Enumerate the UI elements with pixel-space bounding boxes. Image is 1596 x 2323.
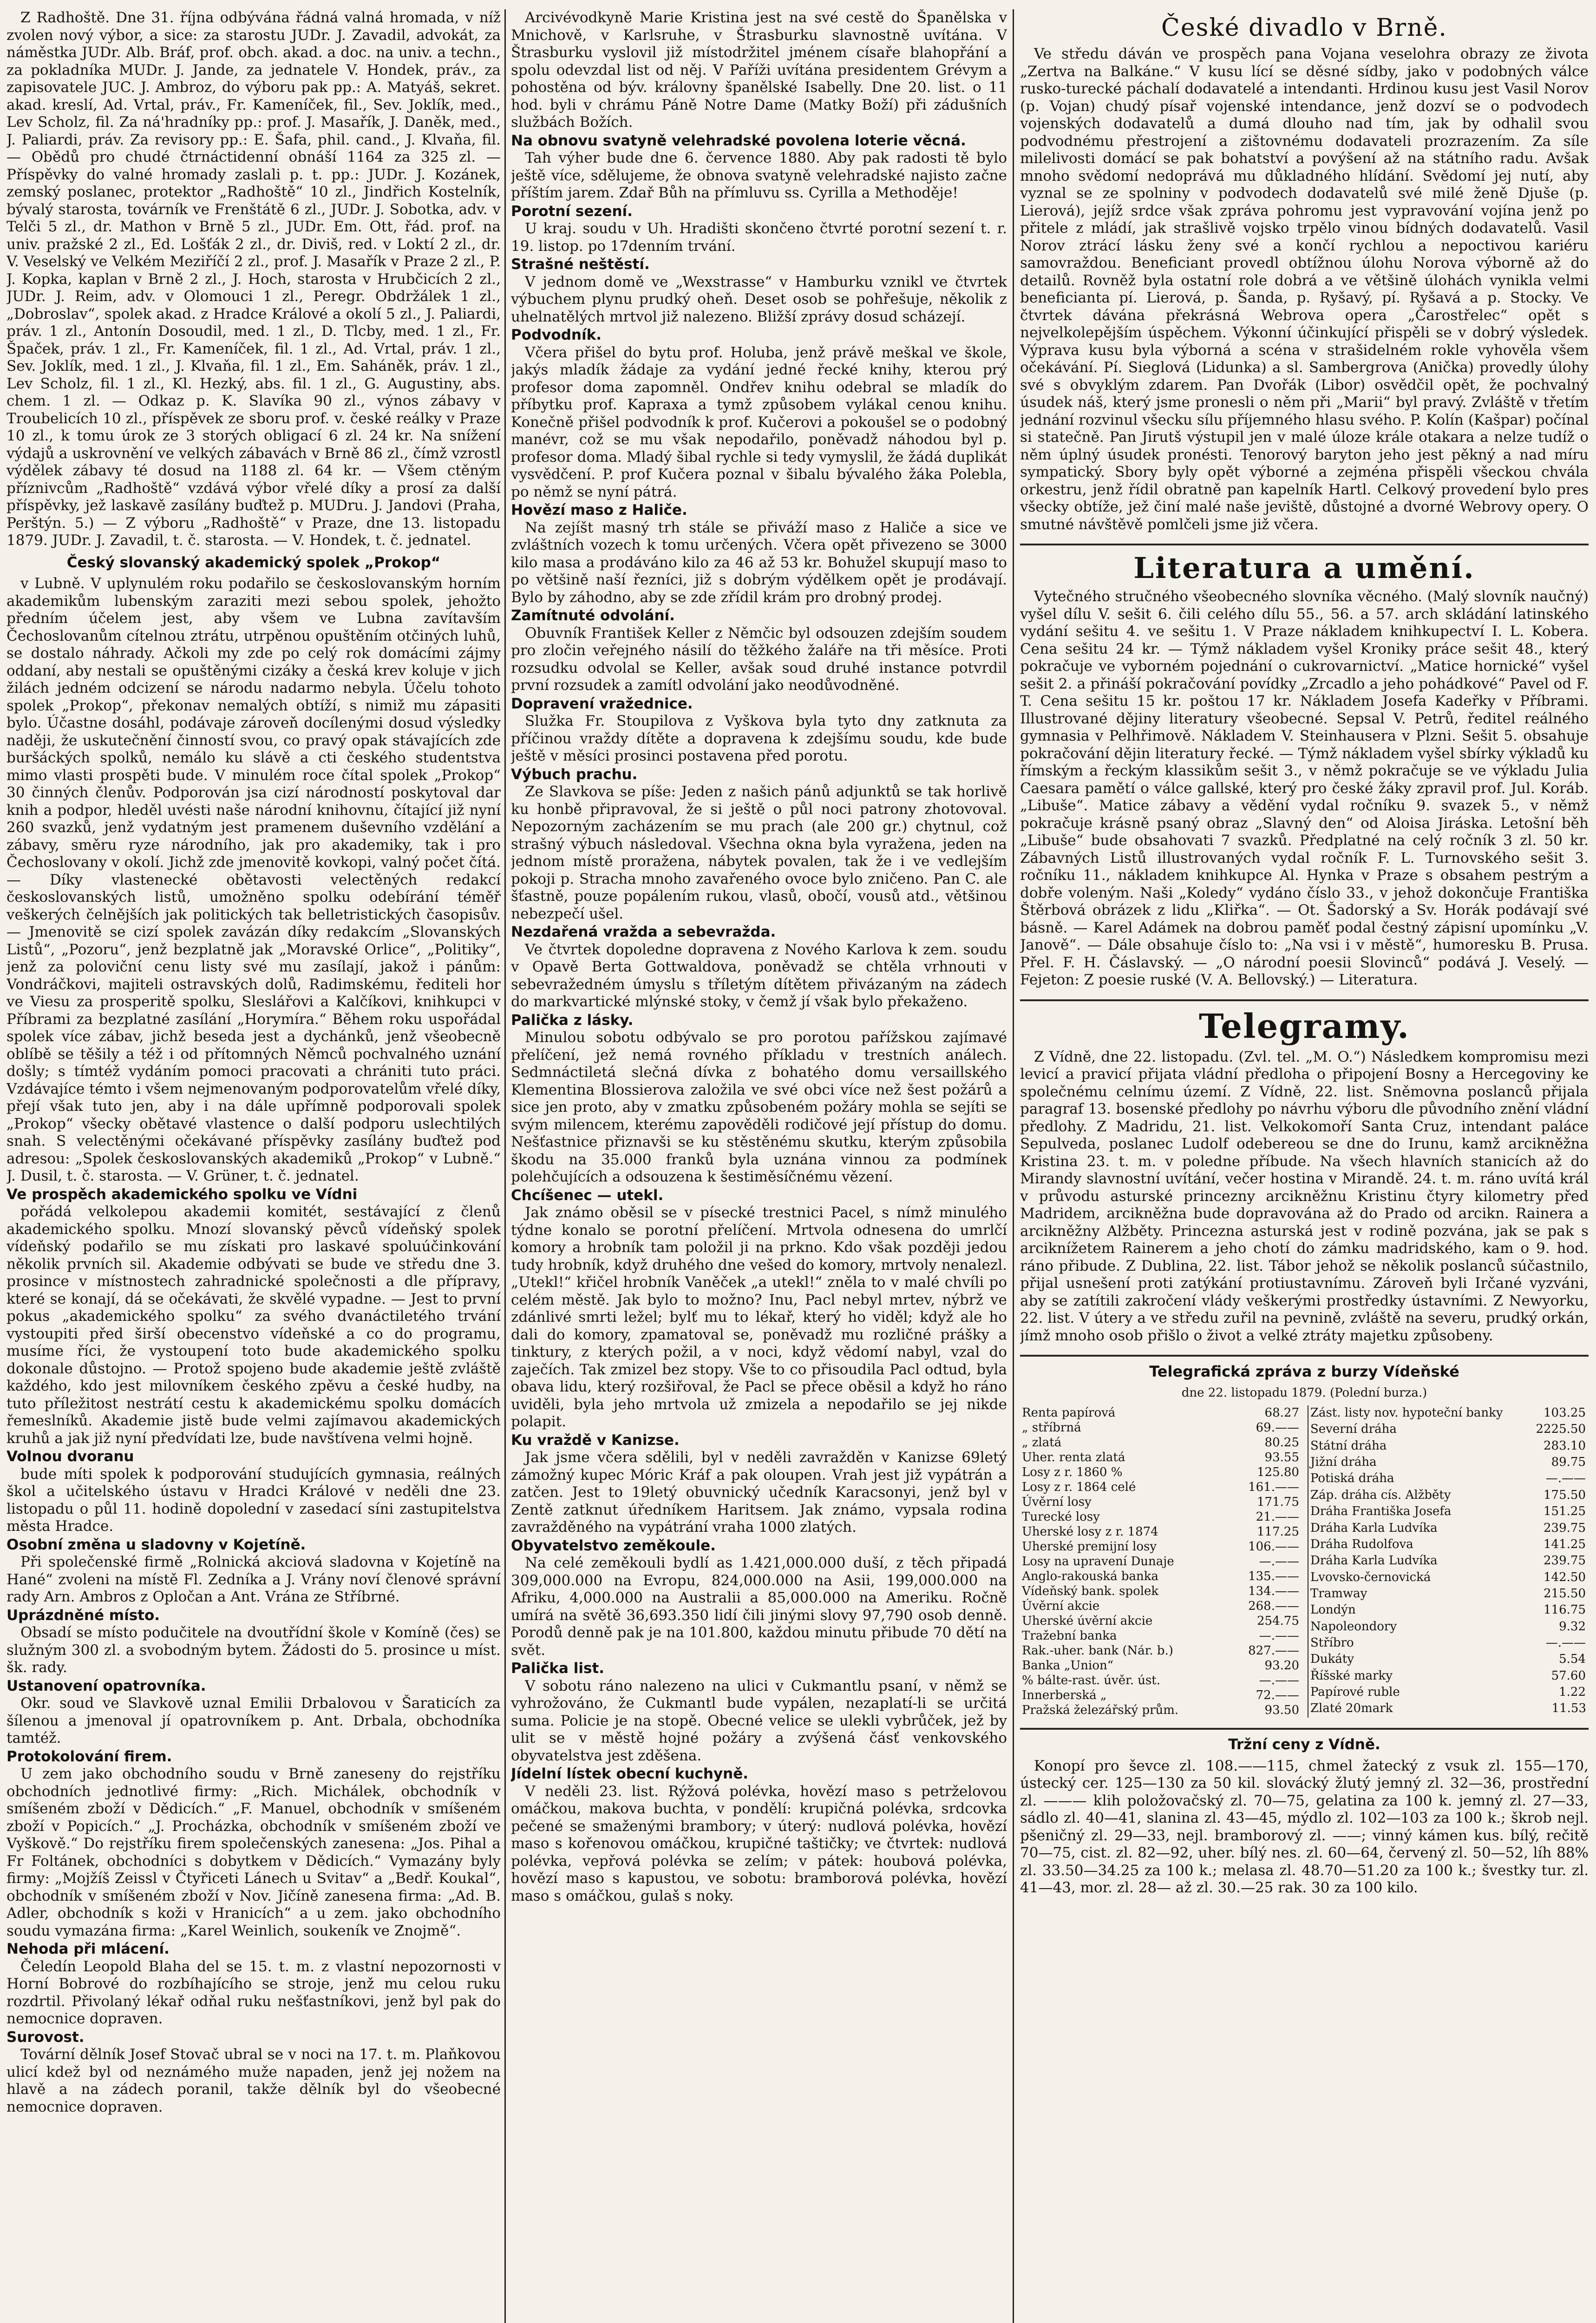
article-body: U kraj. soudu v Uh. Hradišti skončeno čtvrté porotní sezení t. r. 19. listop. po 17denním trvání. [511, 220, 1007, 255]
burza-value: 134.—— [1248, 1584, 1299, 1598]
burza-value: 5.54 [1559, 1652, 1586, 1667]
article-heading: Výbuch prachu. [511, 766, 638, 783]
burza-value: 11.53 [1551, 1701, 1586, 1716]
burza-item: % bálte-rast. úvěr. úst. [1022, 1673, 1161, 1687]
burza-row [1308, 1488, 1588, 1504]
article-heading: Podvodník. [511, 327, 602, 343]
section-title-telegramy: Telegramy. [1198, 1006, 1410, 1046]
burza-row [1020, 1539, 1301, 1554]
column-rule [1013, 9, 1014, 2323]
burza-value: 68.27 [1264, 1406, 1299, 1420]
burza-row [1308, 1521, 1588, 1537]
burza-value: 171.75 [1257, 1495, 1299, 1509]
article-body: Obuvník František Keller z Němčic byl odsouzen zdejším soudem pro zločin veřejného násilí do těžkého žaláře na tři měsíce. Proti rozsudku odvolal se Keller, avšak soud druhé instance potvrdil první rozsudek a zamítl odvolání jako neodůvodněné. [511, 624, 1007, 694]
article-heading: Palička z lásky. [511, 1011, 634, 1029]
article-heading: Dopravení vražednice. [511, 695, 693, 712]
burza-value: 21.—— [1256, 1510, 1299, 1524]
article-body: bude míti spolek k podporování studujících gymnasia, reálných škol a učitelského ústavu v Hradci Králové v neděli dne 23. listopadu o půl 11. hodině dopolední v zasedací síni zastupitelstva města Hradce. [7, 1465, 501, 1535]
burza-item: Dráha Františka Josefa [1310, 1504, 1452, 1519]
burza-row [1020, 1435, 1301, 1450]
section-title-divadlo: České divadlo v Brně. [1161, 14, 1447, 42]
section-title-literatura: Literatura a umění. [1133, 551, 1475, 585]
burza-row [1020, 1643, 1301, 1658]
burza-tables [1020, 1405, 1589, 1718]
article-body: Na zejíšt masný trh stále se přiváží maso z Haliče a sice ve zvláštních vozech k tomu určených. Včera opět přivezeno se 3000 kilo masa a prodáváno kilo za 46 až 53 kr. Bohužel skupují maso to po většině naší řezníci, již s dobrým výdělkem opět je prodávají. Bylo by záhodno, aby se zde zřídil krám pro drobný prodej. [511, 519, 1007, 606]
burza-item: Státní dráha [1310, 1438, 1387, 1453]
burza-value: 175.50 [1544, 1488, 1586, 1502]
burza-item: Dráha Karla Ludvíka [1310, 1521, 1438, 1535]
article-heading: Nezdařená vražda a sebevražda. [511, 924, 776, 940]
divider [1020, 999, 1589, 1001]
article-heading: Porotní sezení. [511, 203, 633, 220]
article-body: Na celé zeměkouli bydlí as 1.421,000.000 duší, z těch připadá 309,000.000 na Evropu, 824,000.000 na Asii, 199,000.000 na Afriku, 4,000.000 na Australii a 85,000.000 na Ameriku. Ročně umírá na světě 36,693.350 lidí čili jinými slovy 97,790 osob denně. Porodů denně pak je na 101.800, každou minutu přibude 70 dětí na svět. [511, 1555, 1007, 1659]
article-radhost [7, 9, 501, 2116]
burza-item: Uherské premijní losy [1022, 1540, 1157, 1554]
burza-item: Dráha Karla Ludvíka [1310, 1554, 1438, 1568]
burza-row [1020, 1658, 1301, 1673]
article-body: Při společenské firmě „Rolnická akciová sladovna v Kojetíně na Hané“ zvoleni na místě Fl. Zedníka a J. Vrány noví členové správní rady Arn. Ambros z Opločan a Ant. Vrána ze Stříbrné. [7, 1554, 501, 1605]
burza-row [1308, 1438, 1588, 1455]
burza-item: Úvěrní losy [1022, 1495, 1092, 1509]
burza-item: Záp. dráha cís. Alžběty [1310, 1488, 1451, 1502]
burza-item: Jižní dráha [1310, 1455, 1377, 1470]
burza-row [1308, 1635, 1588, 1652]
burza-item: Napoleondory [1310, 1619, 1397, 1634]
burza-item: Tražební banka [1022, 1629, 1117, 1643]
burza-value: 93.50 [1264, 1703, 1299, 1717]
burza-item: „ zlatá [1022, 1436, 1062, 1450]
burza-row [1020, 1480, 1301, 1495]
burza-row [1308, 1471, 1588, 1487]
burza-value: 125.80 [1257, 1465, 1299, 1479]
burza-value: 117.25 [1257, 1525, 1299, 1539]
article-body: pořádá velkolepou akademii komitét, sestávající z členů akademického spolku. Mnozí slovanský pěvců vídeňský spolek vídeňský podařilo se mu získati pro laskavé spoluúčinkování několik prvních sil. Akademie odbývati se bude ve středu dne 3. prosince v místnostech zahradnické společnosti a dle přípravy, které se konají, dá se očekávati, že skvělé vypadne. — Jest to první pokus „akademického spolku“ za svého dvanáctiletého trvání vystoupiti před širší obecenstvo vídeňské a co do programu, musíme říci, že vystoupení toto bude akademického spolku dokonale důstojno. — Protož spojeno bude akademie ještě zvláště každého, kdo jest milovníkem českého zpěvu a české hudby, na tuto příležitost nestrátí cestu k akademickému spolku domácích řemeslníků. Akademie jistě bude velmi zajímavou akademických kruhů a jak již nyní předvídati lze, bude navštívena velmi hojně. [7, 1203, 501, 1447]
burza-item: Turecké losy [1022, 1510, 1100, 1524]
burza-value: —.—— [1259, 1629, 1299, 1643]
burza-value: 57.60 [1551, 1668, 1586, 1683]
burza-row [1020, 1465, 1301, 1480]
burza-item: Losy na upravení Dunaje [1022, 1555, 1174, 1568]
article-body: Čeledín Leopold Blaha del se 15. t. m. z vlastní nepozornosti v Horní Bobrové do rozbíhajícího se stroje, jenž mu celou ruku rozdrtil. Přivolaný lékař odňal ruku nešťastníkovi, jenž byl pak do nemocnice dopraven. [7, 1958, 501, 2027]
burza-value: 1.22 [1559, 1685, 1586, 1700]
burza-value: 103.25 [1544, 1406, 1586, 1420]
article-heading: Osobní změna u sladovny v Kojetíně. [7, 1536, 306, 1553]
burza-row [1020, 1420, 1301, 1435]
burza-row [1020, 1405, 1301, 1420]
article-group-middle [511, 9, 1007, 1905]
burza-value: 89.75 [1551, 1455, 1586, 1470]
column-middle [511, 9, 1007, 2323]
article-heading: Surovost. [7, 2028, 85, 2046]
burza-item: Pražská železářský prům. [1022, 1703, 1179, 1717]
burza-row [1020, 1509, 1301, 1524]
article-body: Tah výher bude dne 6. července 1880. Aby pak radosti tě bylo ještě více, sdělujeme, že obnova svatyně velehradské najisto začne příštím jarem. Zdař Bůh na přímluvu ss. Cyrilla a Methoděje! [511, 150, 1007, 201]
burza-value: 69.—— [1256, 1421, 1299, 1435]
burza-item: Uherské úvěrní akcie [1022, 1614, 1153, 1628]
burza-item: Uherské losy z r. 1874 [1022, 1525, 1158, 1539]
burza-row [1020, 1599, 1301, 1614]
burza-date: dne 22. listopadu 1879. (Polední burza.) [1181, 1385, 1427, 1400]
burza-item: Uher. renta zlatá [1022, 1450, 1125, 1464]
burza-row [1020, 1584, 1301, 1599]
burza-item: Říšské marky [1310, 1668, 1393, 1683]
article-heading: Palička list. [511, 1660, 605, 1677]
article-body: Včera přišel do bytu prof. Holuba, jenž právě meškal ve škole, jakýs mladík žádaje za vydání jedné řecké knihy, kterou prý profesor doma zapomněl. Ondřev knihu odebral se mladík do příbytku prof. Kapraxa a tymž způsobem vylákal cenou knihu. Konečně přišel podvodník k prof. Kučerovi a pokoušel se o podobný manévr, což se mu však nepodařilo, poněvadž náhodou byl p. profesor doma. Mladý šibal rychle si tedy vymyslil, že žádá duplikát vysvědčení. P. prof Kučera poznal v šibalu bývalého žáka Polebla, po němž se nyní pátrá. [511, 344, 1007, 500]
article-heading: Jídelní lístek obecní kuchyně. [511, 1765, 749, 1782]
article-body: Vytečného stručného všeobecného slovníka věcného. (Malý slovník naučný) vyšel dílu V. sešit 6. čili celého dílu 55., 56. a 57. arch skládání latinského vydání sešitu 4. ve sešitu 1. V Praze nákladem knihkupectví I. L. Kobera. Cena sešitu 24 kr. — Týmž nákladem vyšel Kroniky práce sešit 48., který pokračuje ve vyborném pojednání o cukrovarnictví. „Matice hornické“ vyšel sešit 2. a přináší pokračování povídky „Zrcadlo a jeho pohádkové“ Pavel od F. T. Cena sešitu 15 kr. poštou 17 kr. Nákladem Josefa Kadeřky v Příbrami. Illustrované dějiny literatury všeobecné. Sepsal V. Petrů, ředitel reálného gymnasia v Pelhřimově. Nákladem V. Steinhausera v Plzni. Sešit 5. obsahuje pokračování dějin literatury řecké. — Týmž nákladem vyšel sbírky výkladů ku římským a řeckým klassikům sešit 3., v němž pokračuje se ve výkladu Julia Caesara pamětí o válce gallské, který pro české žáky zpravil prof. Jul. Koráb. „Libuše“. Matice zábavy a vědění vydal ročníku 9. svazek 5., v němž pokračuje krásně psaný obraz „Slavný den“ od Aloisa Jiráska. Letošní běh „Libuše“ bude obsahovati 7 svazků. Předplatné na celý ročník 3 zl. 50 kr. Zábavných Listů illustrovaných vydal ročník F. L. Turnovského sešit 3. ročníku 11., nákladem knihkupce Al. Hynka v Praze s obsahem pestrým a dobře voleným. Naši „Koledy“ vydáno číslo 33., v jehož dokončuje Františka Štěrbová obrázek z lidu „Kliřka“. — Ot. Šadorský a Sv. Horák podávají své básně. — Karel Adámek na dobrou paměť podal čestný zápisní upomínku „V. Janově“. — Dále obsahuje číslo to: „Na vsi i v městě“, humoresku B. Prusa. Přel. F. H. Čáslavský. — „O národní poesii Slovinců“ podává J. Veselý. — Fejeton: Z poesie ruské (V. A. Bellovský.) — Literatura. [1020, 588, 1589, 988]
article-body: Jak jsme včera sdělili, byl v neděli zavražděn v Kanizse 69letý zámožný kupec Móric Kráf a pak oloupen. Vrah jest již vypátrán a zatčen. Jest to 19letý obuvnický učedník Karacsonyi, jenž byl v Zentě zatknut úředníkem Haritsem. Jak známo, vypsala rodina zavražděného na vypátrání vraha 1000 zlatých. [511, 1449, 1007, 1536]
burza-value: 93.55 [1264, 1450, 1299, 1464]
burza-item: Rak.-uher. bank (Nár. b.) [1022, 1644, 1173, 1658]
column-left [7, 9, 501, 2323]
burza-value: 116.75 [1544, 1603, 1586, 1617]
burza-value: 215.50 [1544, 1586, 1586, 1601]
burza-value: 239.75 [1544, 1554, 1586, 1568]
burza-row [1308, 1586, 1588, 1602]
burza-row [1020, 1628, 1301, 1643]
burza-item: Losy z r. 1860 % [1022, 1465, 1123, 1479]
burza-value: —.—— [1259, 1555, 1299, 1568]
article-heading: Český slovanský akademický spolek „Prokop“ [66, 554, 441, 571]
article-heading: Nehoda při mlácení. [7, 1941, 170, 1957]
article-body: Ve středu dáván ve prospěch pana Vojana veselohra obrazy ze života „Zertva na Balkáne.“ V kusu lící se děsné sídby, jako v podobných válce rusko-turecké páchalí dodavatelé a intendanti. Hrdinou kusu jest Vasil Norov (p. Vojan) chudý písař vojenské intendance, jenž dozví se o podvodech vojenských dodavatelů a dumá dlouho nad tím, jak by odhalil svou podvodnému přestrojení a zištovnému dodavateli prozrazením. Za síle milelivosti domácí se pak bohatství a povýšení až na státního radu. Avšak mnoho svědomí nedoprává mu důkladného hlídání. Svědomí jej nutí, aby vyznal se ze spolniny v podvodech dodavatelů své milé ženě Djuše (p. Lierová), jejíž srdce však zpráva pohromu jest vypravování vojína jenž po přitele z mládí, jak strašlivě vojsko trpělo vinou bídných dodavatelů. Vasil Norov ztrácí lásku ženy své a končí rychlou a nepoctivou kariéru samovraždou. Beneficiant provedl obtížnou úlohu Norova výborně až do detailů. Rovněž byla ostatní role dobrá a ve většině úlohách vynikla velmi beneficianta pí. Lierová, p. Šanda, p. Ryšavý, pí. Ryšavá a p. Stocky. Ve čtvrtek dávána překrásná Webrova opera „Čarostřelec“ opět s nejvelkolepějším úspěchem. Výkonní účinkující přispěli se v dobrý výsledek. Výprava kusu byla výborná a scéna v strašidelném rokle vyhověla všem očekávání. Pí. Sieglová (Lidunka) a sl. Sambergrova (Anička) provedly úlohy své s obvyklým zdarem. Pan Dvořák (Libor) osvědčil opět, že pochvalný úsudek náš, který jsme pronesli o něm při „Marii“ byl pravý. Zvláště v třetím jednání rozvinul všecku sílu příjemného hlasu svého. P. Kolín (Kašpar) počínal si statečně. Pan Jirutš výstupil jen v malé úloze krále otakara a nelze tudíž o něm úplný úsudek pronésti. Tenorový baryton jeho jest pěkný a nad míru sympatický. Sbory byly opět výborné a zejména přispěli všeckou chvála orkestru, jenž řídil obratně pan kapelník Hartl. Celkový provedení bylo pres všecky obtíže, jež činí malé naše jeviště, důstojné a dvorné Webrovy opery. O smutné návštěvě pomlčeli jsme již včera. [1020, 46, 1589, 533]
article-body: Služka Fr. Stoupilova z Vyškova byla tyto dny zatknuta za příčinou vraždy dítěte a dopravena k zdejšímu soudu, kde bude ještě v měsíci prosinci postavena před porotu. [511, 713, 1007, 764]
burza-item: Banka „Union“ [1022, 1659, 1114, 1673]
burza-row [1308, 1701, 1588, 1718]
burza-item: Zást. listy nov. hypoteční banky [1310, 1406, 1503, 1420]
burza-row [1308, 1652, 1588, 1668]
burza-item: Dukáty [1310, 1652, 1354, 1667]
burza-value: 827.—— [1248, 1644, 1299, 1658]
burza-row [1020, 1495, 1301, 1509]
burza-row [1020, 1703, 1301, 1718]
burza-item: Losy z r. 1864 celé [1022, 1480, 1136, 1494]
burza-row [1308, 1422, 1588, 1438]
burza-item: Renta papírová [1022, 1406, 1116, 1420]
burza-table-left [1020, 1405, 1301, 1718]
burza-row [1020, 1554, 1301, 1569]
column-right [1020, 9, 1589, 2323]
article-body: Konopí pro ševce zl. 108.——115, chmel žatecký z vsuk zl. 155—170, ústecký cer. 125—130 za 50 kil. slovácký žlutý jemný zl. 32—36, prostřední zl. ——— klih položovačský zl. 70—75, gelatina za 100 k. jemný zl. 27—33, sádlo zl. 40—41, slanina zl. 43—45, mýdlo zl. 102—103 za 100 k.; škrob nejl. pšeničný zl. 29—33, nejl. bramborový zl. ——; vinný kámen kus. bílý, rečitě 70—75, cist. zl. 82—92, uher. bílý nes. zl. 60—64, červený zl. 50—52, líh 88% zl. 33.50—34.25 za 100 k.; melasa zl. 48.70—51.20 za 100 k.; švestky tur. zl. 41—43, mor. zl. 28— až zl. 30.—25 rak. 30 za 100 kilo. [1020, 1757, 1589, 1896]
article-body: V sobotu ráno nalezeno na ulici v Cukmantlu psaní, v němž se vyhrožováno, že Cukmantl bude vypálen, nezaplatí-li se určitá suma. Policie je na stopě. Obecné velice se ulekli vybrůček, jež by ulit se v městě hojné požáry a zvýšená čásť venkovského obyvatelstva jest zděšena. [511, 1677, 1007, 1764]
burza-row [1308, 1405, 1588, 1422]
burza-row [1308, 1553, 1588, 1569]
article-body: Tovární dělník Josef Stovač ubral se v noci na 17. t. m. Plaňkovou ulicí kdež byl od neznámého muže napaden, jenž jej nožem na hlavě a na zádech poranil, takže dělník byl do všeobecné nemocnice dopraven. [7, 2046, 501, 2115]
burza-value: 2225.50 [1536, 1422, 1586, 1437]
burza-item: Innerberská „ [1022, 1688, 1107, 1702]
burza-value: 141.25 [1544, 1537, 1586, 1551]
burza-item: Vídeňský bank. spolek [1022, 1584, 1159, 1598]
burza-value: 9.32 [1559, 1619, 1586, 1634]
burza-value: 283.10 [1544, 1438, 1586, 1453]
burza-value: 72.—— [1256, 1688, 1299, 1702]
burza-value: 151.25 [1544, 1504, 1586, 1519]
burza-item: Lvovsko-černovická [1310, 1570, 1431, 1584]
burza-value: —.—— [1545, 1636, 1586, 1650]
burza-value: 135.—— [1248, 1569, 1299, 1583]
burza-item: Anglo-rakouská banka [1022, 1569, 1159, 1583]
burza-row [1308, 1685, 1588, 1701]
burza-row [1308, 1537, 1588, 1553]
divider [1020, 544, 1589, 545]
article-heading: Ustanovení opatrovníka. [7, 1677, 206, 1694]
article-body: Okr. soud ve Slavkově uznal Emilii Drbalovou v Šaraticích za šílenou a jmenoval jí opatrovníkem p. Ant. Drbala, obchodníka tamtéž. [7, 1695, 501, 1746]
article-body: Ze Slavkova se píše: Jeden z našich pánů adjunktů se tak horlivě ku honbě připravoval, že si ještě o půl noci patrony zhotovoval. Nepozorným zacházením se mu prach (ale 200 gr.) chytnul, což strašný výbuch následoval. Všechna okna byla vyražena, jeden na jednom místě proražena, nábytek povalen, tak že i ve vedlejším pokoji p. Stracha mnoho zavařeného ovoce bylo zničeno. Pan C. ale šťastně, pouze popálením rukou, vlasů, obočí, vousů atd., většinou nebezpečí ušel. [511, 783, 1007, 922]
burza-item: „ stříbrná [1022, 1421, 1081, 1435]
article-heading: Chcíšenec — utekl. [511, 1187, 664, 1204]
article-heading: Protokolování firem. [7, 1748, 172, 1765]
burza-item: Severní dráha [1310, 1422, 1397, 1437]
burza-value: 268.—— [1248, 1599, 1299, 1613]
article-heading: Tržní ceny z Vídně. [1228, 1736, 1380, 1753]
burza-value: 142.50 [1544, 1570, 1586, 1584]
article-body: Z Radhoště. Dne 31. října odbývána řádná valná hromada, v níž zvolen nový výbor, a sice: za starostu JUDr. J. Zavadil, advokát, za náměstka JUDr. Alb. Bráf, prof. obch. akad. a doc. na univ. a techn., za pokladníka MUDr. J. Jande, za jednatele V. Hondek, práv., za zapisovatele JUC. J. Ambroz, do výboru pak pp.: A. Matyáš, sekret. akad. kreslí, Ad. Vrtal, práv., Fr. Kameníček, fil., Sev. Joklík, med., Lev Scholz, fil. Za ná'hradníky pp.: prof. J. Masařík, J. Daněk, med., J. Paliardi, práv. Za revisory pp.: E. Šafa, phil. cand., J. Klvaňa, fil. — Obědů pro chudé čtrnáctidenní obnáší 1164 za 325 zl. — Příspěvky do valné hromady zaslali p. t. pp.: JUDr. J. Kozánek, zemský poslanec, protektor „Radhoště“ 10 zl., Jindřich Kostelník, bývalý starosta, továrník ve Frenštátě 6 zl., JUDr. J. Sobotka, adv. v Telči 5 zl., dr. Mathon v Brně 5 zl., JUDr. Em. Ott, řád. prof. na univ. pražské 2 zl., Ed. Lošťák 2 zl., dr. Diviš, red. v Loktí 2 zl., dr. V. Veselský ve Velkém Meziříčí 2 zl., prof. J. Masařík v Praze 2 zl., P. J. Kopka, kaplan v Brně 2 zl., J. Hoch, starosta v Hrubčicích 2 zl., JUDr. J. Reim, adv. v Olomouci 1 zl., Peregr. Obdržálek 1 zl., „Dobroslav“, spolek akad. z Hradce Králové a okolí 5 zl., J. Paliardi, práv. 1 zl., Antonín Dosoudil, med. 1 zl., D. Tlcby, med. 1 zl., Fr. Špaček, práv. 1 zl., Fr. Kameníček, fil. 1 zl., Ad. Vrtal, práv. 1 zl., Sev. Joklík, med. 1 zl., J. Klvaňa, fil. 1 zl., Em. Saháněk, práv. 1 zl., Lev Scholz, fil. 1 zl., Kl. Hezký, abs. fil. 1 zl., G. Augustiny, abs. chem. 1 zl. — Odkaz p. K. Slavíka 90 zl., výnos zábavy v Troubelicích 10 zl., příspěvek ze sboru prof. v. české reálky v Praze 10 zl., k tomu úrok ze 3 storých obligací 6 zl. 24 kr. Na snížení výdajů a uskrovnění ve velkých zábavách v Brně 86 zl., čímž vzrostl výdělek zábavy té dosud na 1188 zl. 64 kr. — Všem ctěným příznivcům „Radhoště“ vzdává výbor vřelé díky a prosí za další příspěvky, jež laskavě zasílány buďtež p. MUDru. J. Jandovi (Praha, Perštýn. 5.) — Z výboru „Radhoště“ v Praze, dne 13. listopadu 1879. JUDr. J. Zavadil, t. č. starosta. — V. Hondek, t. č. jednatel. [7, 9, 501, 549]
article-body: U zem jako obchodního soudu v Brně zaneseny do rejstříku obchodních jednotlivé firmy: „Rich. Michálek, obchodník v smíšeném zboží v Dědicích.“ „F. Manuel, obchodník v smíšeném zboží v Popicích.“ „J. Procházka, obchodník v smíšeném zboží ve Vyškově.“ Do rejstříku firem společenských zanesena: „Jos. Pihal a Fr Foltánek, obchodníci s dobytkem v Dědicích.“ Vymazány byly firmy: „Mojžíš Zeissl v Čtyřiceti Lánech u Svitav“ a „Bedř. Koukal“, obchodník v smíšeném zboží v Nov. Jičíně zanesena firma: „Ad. B. Adler, obchodník s koži v Hranicích“ a u zem. jako obchodního soudu vymazána firma: „Karel Weinlich, soukeník ve Znojmě“. [7, 1765, 501, 1939]
article-heading: Ku vraždě v Kanizse. [511, 1431, 680, 1449]
burza-value: 161.—— [1248, 1480, 1299, 1494]
burza-row [1308, 1570, 1588, 1586]
burza-row [1020, 1688, 1301, 1703]
burza-row [1020, 1524, 1301, 1539]
burza-value: —.—— [1545, 1471, 1586, 1486]
burza-value: 106.—— [1248, 1540, 1299, 1554]
column-rule [504, 9, 506, 2323]
article-heading: Obyvatelstvo zeměkoule. [511, 1537, 716, 1554]
article-body: v Lubně. V uplynulém roku podařilo se českoslovanským horním akademikům lubenským zaraziti mezi sebou spolek, jehožto předním účelem jest, aby všem ve Lubna zavítavším Čechoslovanům cítelnou ztrátu, utrpěnou opuštěním otčiných luhů, se dostalo náhrady. Ačkoli my zde po celý rok domácími zájmy oddaní, aby nestali se opuštěnými cizáky a česká krev koluje v jich žilách jedném odcizení se národu nadarmo nebyla. Účelu tohoto spolek „Prokop“, překonav nemalých obtíží, s nimiž mu zápasiti bylo. Účastne dosáhl, podávaje zároveň docílenými dosud výsledky naději, že uskutečnění činností svou, co pravý opak stávajících zde buršáckých spolků, nemálo ku slávě a cti českého studentstva mimo vlasti prospěti bude. V minulém roce čítal spolek „Prokop“ 30 činných členův. Podporován jsa cizí národností poskytoval dar knih a podpor, hleděl uvésti naše národní knihovnu, čítající již nyní 260 svazků, jenž vydatným jest pramenem duševního vzdělání a zábavy, směru ryze národního, jak pro akademiky, tak i pro Čechoslovany v okolí. Jichž zde jmenovitě kovkopi, valný počet čítá. — Díky vlastenecké obětavosti velectěných redakcí českoslovanských listů, umožněno spolku odebírání téměř veškerých čelnějších jak politických tak belletristických časopisův. — Jmenovitě se cizí spolek zavázán díky redakcím „Slovanských Listů“, „Pozoru“, jenž bezplatně jak „Moravské Orlice“, „Politiky“, jenž za polovičnί cenu listy své mu zasílají, jakož i pánům: Vondráčkovi, majiteli ostravských dolů, Radimskému, řediteli hor ve Viesu za prosperitě spolku, Sleslářovi a Kalčíkovi, knihkupci v Příbrami za bezplatné zasílání „Horymíra.“ Během roku uspořádal spolek více zábav, jichž beseda jest a dychánků, jenž všeobecně oblíbě se těšily a též i od přítomných Němců pochvalného uznání došly; s tímtéž vydáním pomoci pracovati a chrániti tuto práci. Vzdávajíce témto i všem nejmenovaným podporovatelům vřelé díky, přejí však tuto jen, aby i na dále upřímně podporovali spolek „Prokop“ všecky obětavé vlastence o další podporu uslechtilých snah. S velectěnými očekávané příspěvky zasílány buďtež pod adresou: „Spolek českoslovanských akademiků „Prokop“ v Lubně.“ J. Dusil, t. č. starosta. — V. Grüner, t. č. jednatel. [7, 575, 501, 1184]
article-heading: Ve prospěch akademického spolku ve Vídni [7, 1186, 358, 1203]
burza-row [1308, 1455, 1588, 1471]
article-body: Obsadí se místo podučitele na dvoutřídní škole v Komíně (čes) se služným 300 zl. a svobodným bytem. Žádosti do 5. prosince u míst. šk. rady. [7, 1624, 501, 1676]
article-body: V neděli 23. list. Rýžová polévka, hovězí maso s petrželovou omáčkou, makova buchta, v pondělí: krupičná polévka, srdcovka pečené se smaženými brambory; v úterý: nudlová polévka, hovězí maso s kořenovou omáčkou, krupičné taštičky; ve čtvrtek: nudlová polévka, vepřová polévka se zelím; v pátek: houbová polévka, hovězí maso s kapustou, ve sobotu: bramborová polévka, hovězí maso s omáčkou, gulaš s noky. [511, 1783, 1007, 1904]
burza-value: 93.20 [1264, 1659, 1299, 1673]
article-body: V jednom domě ve „Wexstrasse“ v Hamburku vznikl ve čtvrtek výbuchem plynu prudký oheň. Deset osob se pohřešuje, několik z uhelnatělých mrtvol již nalezeno. Bližší zprávy dosud scházejí. [511, 273, 1007, 325]
burza-value: 239.75 [1544, 1521, 1586, 1535]
article-body: Jak známo oběsil se v písecké trestnici Pacel, s nímž minulého týdne konalo se porotní přelíčení. Mrtvola odnesena do umrlčí komory a hrobník tam položil ji na prkno. Kdo však později jedou tudy hrobník, když druhého dne vešed do komory, mrtvoly nenalezl. „Utekl!“ křičel hrobník Vaněček „a utekl!“ zněla to v malé chvíli po celém městě. Jak bylo to možno? Inu, Pacl nebyl mrtev, nýbrž ve zdánlivé smrti ležel; bylť mu to lékař, který ho viděl; když ale ho dali do komory, zpamatoval se, poněvadž mu rozličné prášky a tinktury, z kterých požil, a v noci, když vědomí nabyl, vzal do zaječích. Tak zmizel bez stopy. Vše to co přisoudila Pacl odtud, byla obava lidu, který rozšiřoval, že Pacl se přece oběsil a když ho ráno uviděli, byla jeho mrtvola už zmizela a nepodařilo se jej nikde polapit. [511, 1204, 1007, 1430]
article-heading: Hovězí maso z Haliče. [511, 502, 687, 518]
divider [1020, 1355, 1589, 1357]
burza-item: Papírové ruble [1310, 1685, 1400, 1700]
article-body: Z Vídně, dne 22. listopadu. (Zvl. tel. „M. O.“) Následkem kompromisu mezi levicí a pravicí přijata vládní předloha o připojení Bosny a Hercegoviny ke společnému celnímu území. Z Vídně, 22. list. Sněmovna poslanců přijala paragraf 13. bosenské předlohy po návrhu výboru dle původního znění vládní předlohy. Z Madridu, 21. list. Velkokomoří Santa Cruz, intendant paláce Sepulveda, poslanec Ludolf odebereou se dne do Irunu, kamž arcikněžna Kristina 23. t. m. v poledne příbude. Na všech hlavních stanicích až do Mirandy slavnostní uvítání, večer hostina v Mirandě. 24. t. m. ráno uvítá král v průvodu asturské princezny arcikněžnu Kristinu čtyry kilometry před Madridem, arcikněžna bude dopravována až do Prado od arcikn. Rainera a arcikněžny Alžběty. Princezna asturská jest v rodině pozvána, jak se pak s arciknížetem Rainerem a jeho chotí do zámku madridského, kam o 9. hod. ráno přibude. Z Dublina, 22. list. Tábor jehož se několik poslanců súčastnilo, přijal usnešení proti zatýkání protiustavnímu. Zároveň byli Irčané vyzváni, aby se zatítili zakročení vlády veškerými prostředky ústavními. Z Newyorku, 22. list. V útery a ve středu zuřil na pevnině, zvláště na severu, prudký orkán, jímž mnoho osob přišlo o život a velké ztráty majetku způsobeny. [1020, 1048, 1589, 1344]
burza-row [1020, 1450, 1301, 1465]
burza-item: Dráha Rudolfova [1310, 1537, 1413, 1551]
burza-row [1308, 1602, 1588, 1619]
article-heading: Uprázdněné místo. [7, 1607, 160, 1624]
burza-row [1020, 1569, 1301, 1584]
burza-row [1308, 1668, 1588, 1685]
article-body: Ve čtvrtek dopoledne dopravena z Nového Karlova k zem. soudu v Opavě Berta Gottwaldova, poněvadž se chtěla vrhnouti v sebevražedném úmyslu s tříletým dítětem přivázaným na zádech do markvartické mlýnské stoky, v čemž jí však bylo překaženo. [511, 941, 1007, 1010]
article-heading: Volnou dvoranu [7, 1448, 134, 1465]
burza-row [1308, 1619, 1588, 1635]
article-heading: Strašné neštěstí. [511, 256, 650, 273]
article-heading: Zamítnuté odvolání. [511, 607, 675, 624]
burza-title: Telegrafická zpráva z burzy Vídeňské [1149, 1363, 1459, 1380]
burza-item: Zlaté 20mark [1310, 1701, 1393, 1716]
burza-value: 254.75 [1257, 1614, 1299, 1628]
article-group-right [1020, 14, 1589, 1897]
burza-item: Úvěrní akcie [1022, 1599, 1100, 1613]
burza-item: Londýn [1310, 1603, 1356, 1617]
burza-row [1308, 1504, 1588, 1520]
burza-value: —.—— [1259, 1673, 1299, 1687]
burza-item: Tramway [1310, 1586, 1367, 1601]
article-heading: Na obnovu svatyně velehradské povolena loterie věcná. [511, 132, 966, 149]
burza-value: 80.25 [1264, 1436, 1299, 1450]
article-body: Minulou sobotu odbývalo se pro porotou pařížskou zajímavé přelíčení, jež nemá rovného příkladu v trestních análech. Sedmnáctiletá slečná dívka z bohatého domu versaillského Klementina Blossierova založila ve své obci více než šest požárů a sice jen proto, aby v zmatku způsobeném požáry mohla se sejíti se svým milencem, kterému zapověděli rodičové její přístup do domu. Nešťastnice přiznavši se ku stěstěnému skutku, kterým způsobila škodu na 35.000 franků byla uznána vinnou za podmínek polehčujících a odsouzena k šestiměsíčnému vězení. [511, 1029, 1007, 1185]
burza-table-right [1308, 1405, 1589, 1718]
burza-row [1020, 1614, 1301, 1628]
article-body: Arcivévodkyně Marie Kristina jest na své cestě do Španělska v Mnichově, v Karlsruhe, v Štrasburku slavnostně uvítána. V Štrasburku vyslovil již místodržitel jménem císaře blahopřání a spolu odevzdal list od něj. V Paříži uvítána presidentem Grévym a pohostěna od býv. královny španělské Isabelly. Dne 20. list. o 11 hod. byli v chrámu Páně Notre Dame (Matky Boží) při zádušních službách Božích. [511, 9, 1007, 131]
burza-item: Stříbro [1310, 1636, 1354, 1650]
divider [1020, 1728, 1589, 1730]
burza-row [1020, 1673, 1301, 1688]
burza-item: Potiská dráha [1310, 1471, 1394, 1486]
